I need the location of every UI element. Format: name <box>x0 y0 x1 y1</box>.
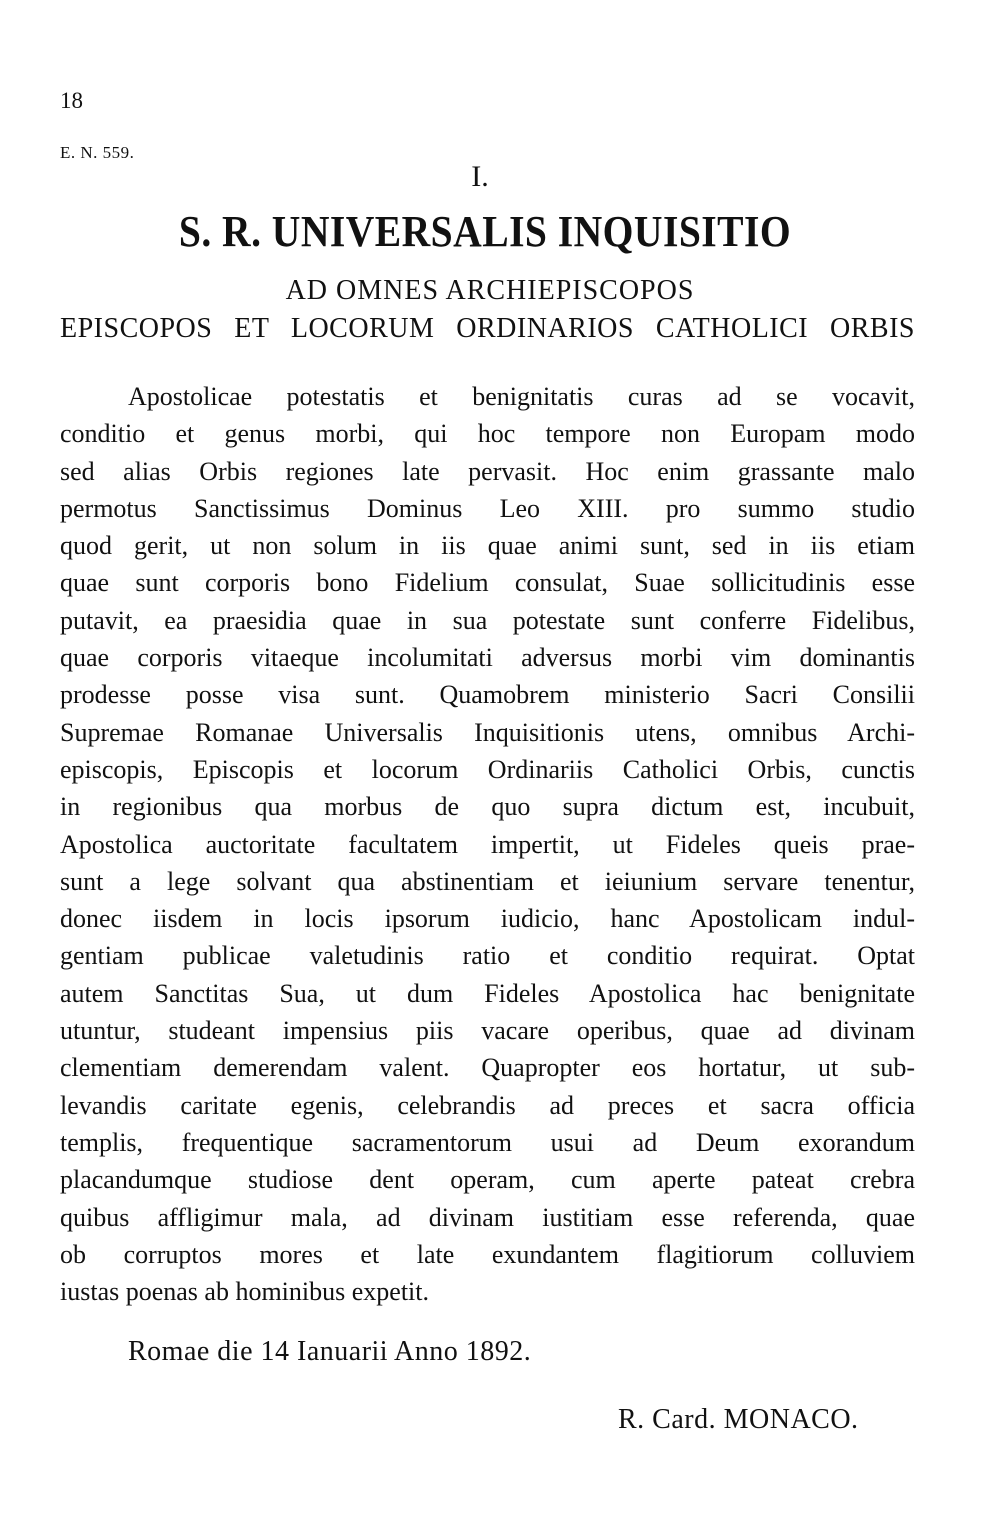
body-line: placandumque studiose dent operam, cum aperte pateat crebra <box>60 1165 915 1195</box>
body-line: sunt a lege solvant qua abstinentiam et ieiunium servare tenentur, <box>60 866 915 896</box>
reference-code: E. N. 559. <box>60 143 135 162</box>
body-line: iustas poenas ab hominibus expetit. <box>60 1277 430 1307</box>
body-line: putavit, ea praesidia quae in sua potestate sunt conferre Fidelibus, <box>60 605 915 635</box>
subtitle-line-2: EPISCOPOS ET LOCORUM ORDINARIOS CATHOLICI ORBIS <box>60 313 915 344</box>
body-line: utuntur, studeant impensius piis vacare operibus, quae ad divinam <box>60 1016 915 1046</box>
body-line: quae sunt corporis bono Fidelium consulat, Suae sollicitudinis esse <box>60 568 915 598</box>
body-line: quibus affligimur mala, ad divinam iustitiam esse referenda, quae <box>60 1202 915 1232</box>
body-line: quae corporis vitaeque incolumitati adversus morbi vim dominantis <box>60 643 915 673</box>
body-line: conditio et genus morbi, qui hoc tempore non Europam modo <box>60 419 915 449</box>
body-line: Apostolicae potestatis et benignitatis curas ad se vocavit, <box>128 382 915 411</box>
body-line: ob corruptos mores et late exundantem flagitiorum colluviem <box>60 1239 915 1269</box>
body-line: permotus Sanctissimus Dominus Leo XIII. pro summo studio <box>60 493 915 523</box>
body-line: donec iisdem in locis ipsorum iudicio, hanc Apostolicam indul- <box>60 904 915 934</box>
body-line: Apostolica auctoritate facultatem impertit, ut Fideles queis prae- <box>60 829 915 859</box>
subtitle-line-1: AD OMNES ARCHIEPISCOPOS <box>285 275 695 306</box>
dateline: Romae die 14 Ianuarii Anno 1892. <box>128 1336 532 1367</box>
signature: R. Card. MONACO. <box>618 1404 859 1435</box>
document-title: S. R. UNIVERSALIS INQUISITIO <box>178 207 792 256</box>
body-line: episcopis, Episcopis et locorum Ordinariis Catholici Orbis, cunctis <box>60 754 915 784</box>
body-line: sed alias Orbis regiones late pervasit. Hoc enim grassante malo <box>60 456 915 486</box>
body-line: gentiam publicae valetudinis ratio et conditio requirat. Optat <box>60 941 915 971</box>
body-paragraph <box>60 378 915 1310</box>
body-line: autem Sanctitas Sua, ut dum Fideles Apostolica hac benignitate <box>60 978 915 1008</box>
body-line: Supremae Romanae Universalis Inquisitionis utens, omnibus Archi- <box>60 717 915 747</box>
body-line: levandis caritate egenis, celebrandis ad preces et sacra officia <box>60 1090 915 1120</box>
body-line: templis, frequentique sacramentorum usui ad Deum exorandum <box>60 1127 915 1157</box>
body-line: quod gerit, ut non solum in iis quae animi sunt, sed in iis etiam <box>60 531 915 561</box>
body-line: clementiam demerendam valent. Quapropter eos hortatur, ut sub- <box>60 1053 915 1083</box>
body-line: prodesse posse visa sunt. Quamobrem ministerio Sacri Consilii <box>60 680 915 710</box>
page-number: 18 <box>60 88 83 113</box>
body-line: in regionibus qua morbus de quo supra dictum est, incubuit, <box>60 792 915 822</box>
section-numeral: I. <box>471 160 489 193</box>
